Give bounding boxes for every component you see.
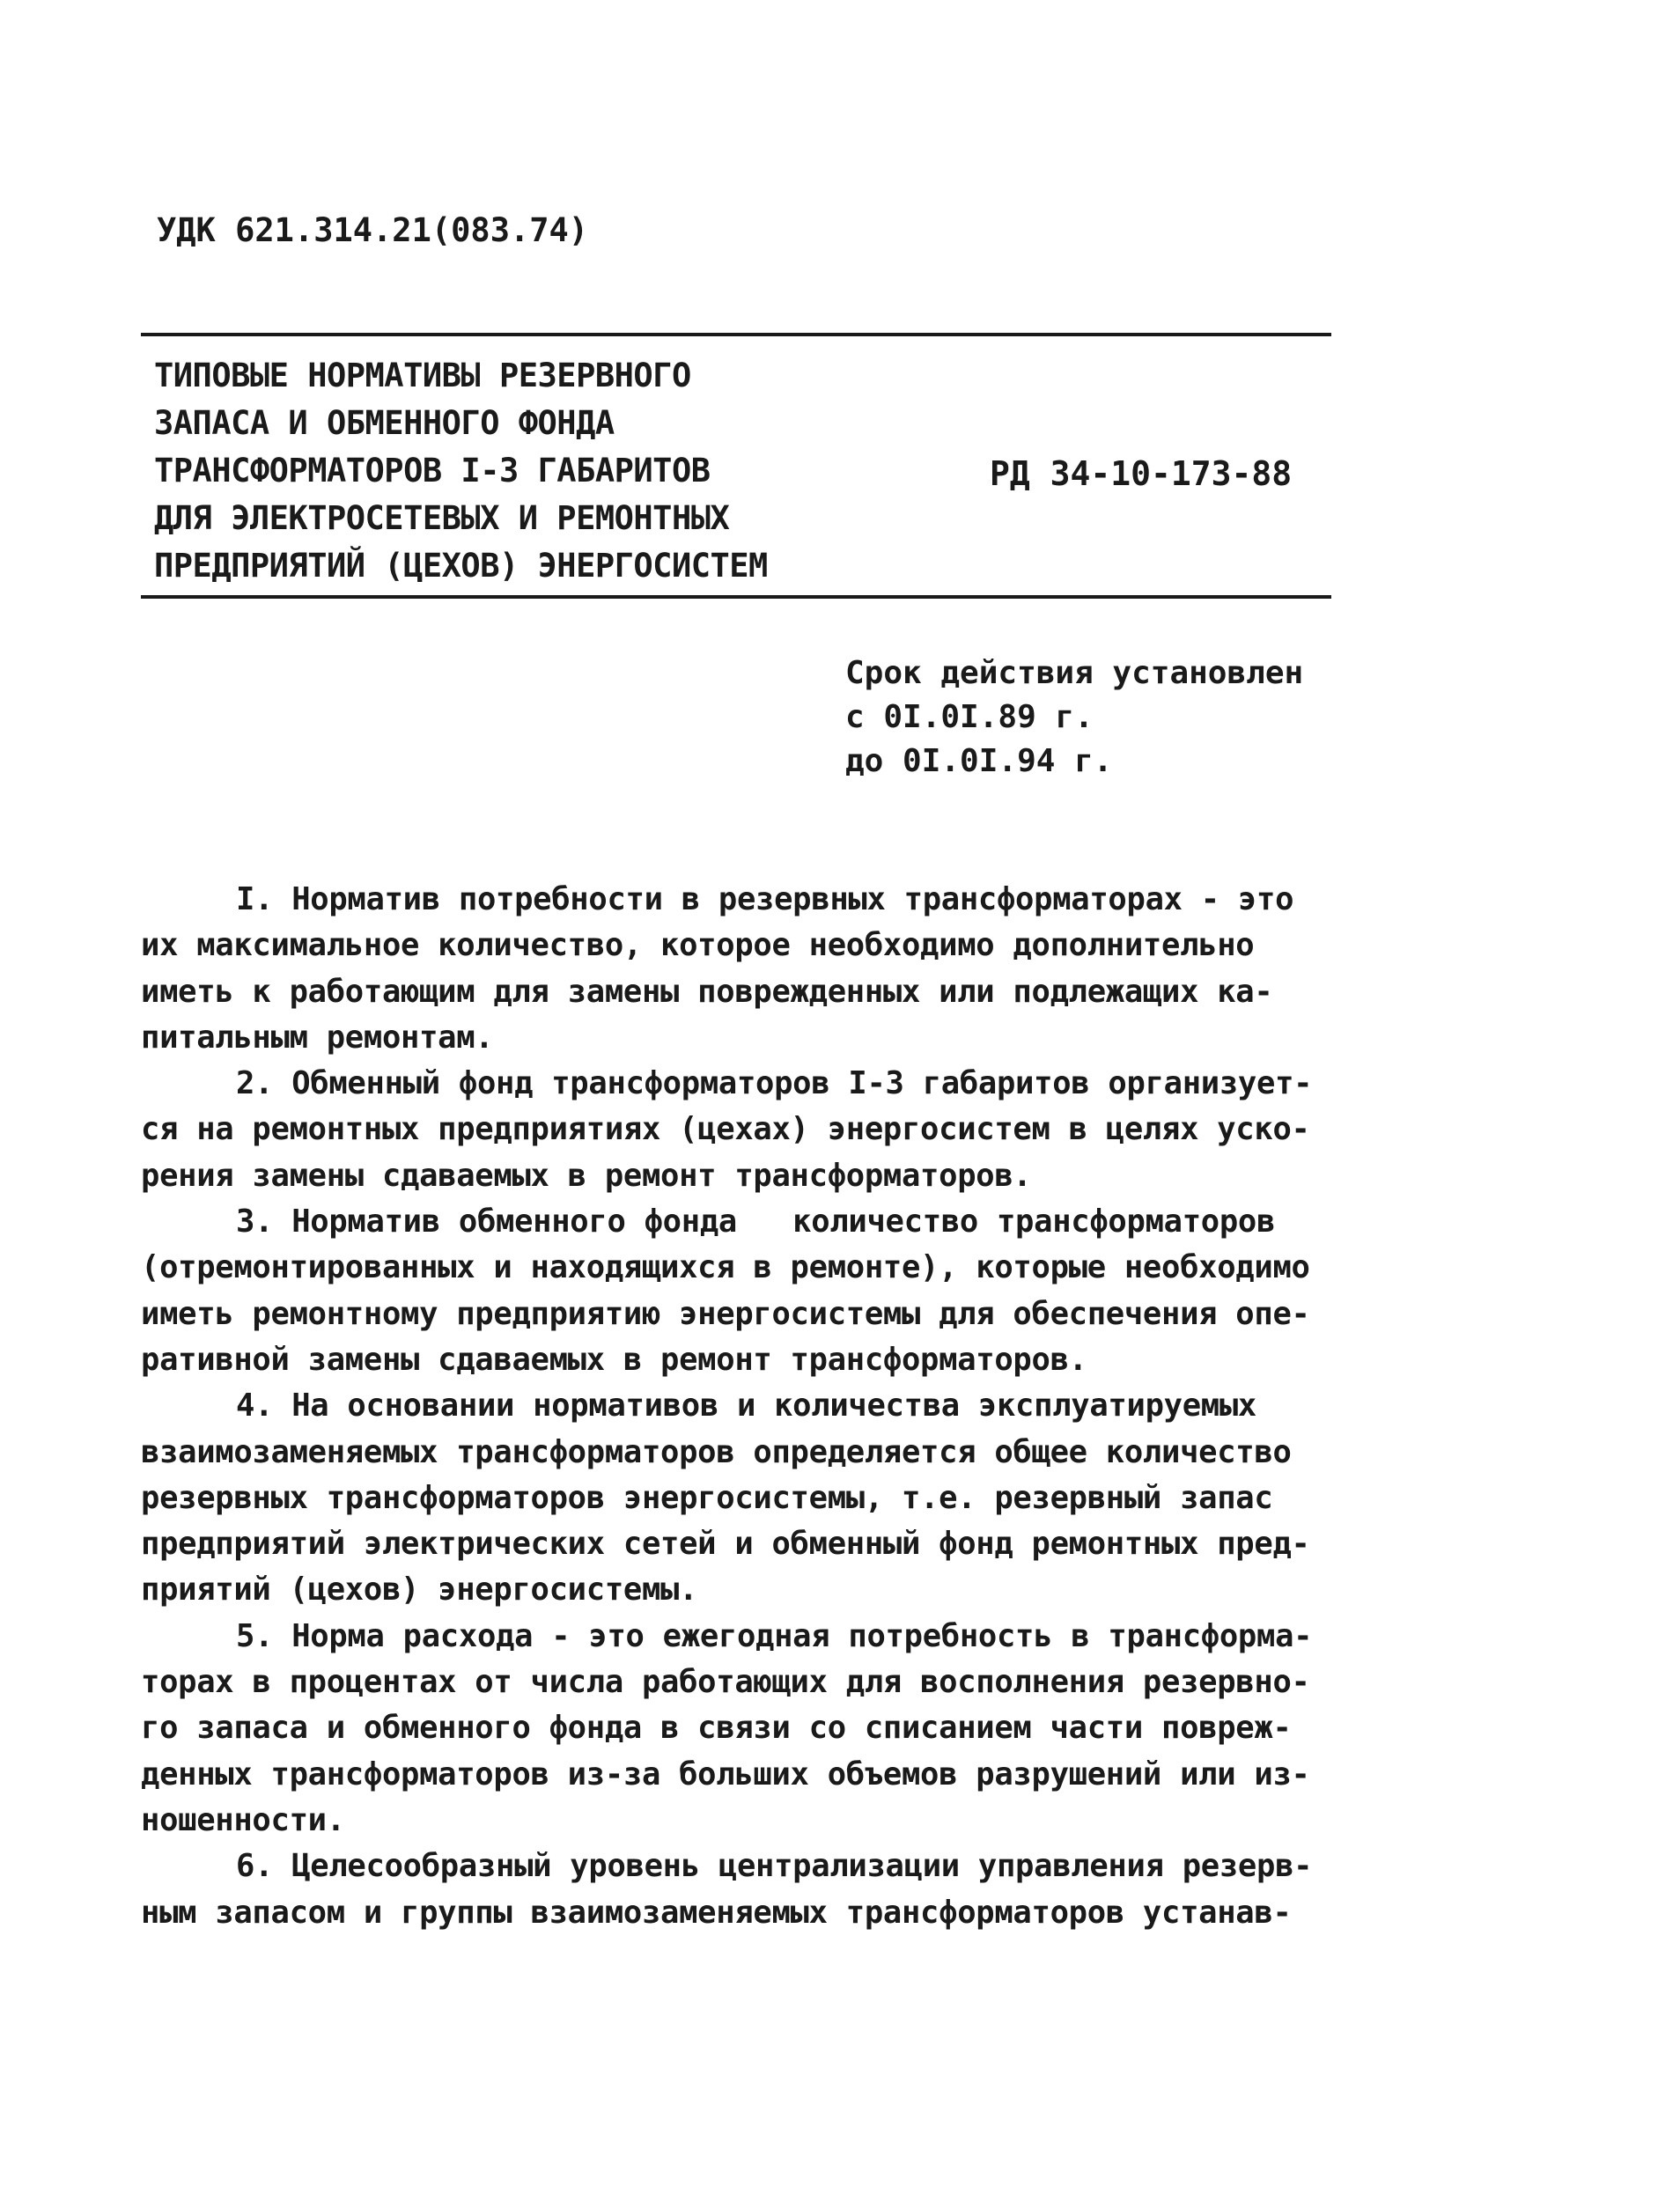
validity-line: с 0I.0I.89 г. (845, 699, 1094, 735)
validity-line: Срок действия установлен (845, 655, 1304, 691)
title-line: ПРЕДПРИЯТИЙ (ЦЕХОВ) ЭНЕРГОСИСТЕМ (154, 547, 768, 585)
body-text-line: 3. Норматив обменного фонда количество трансформаторов (236, 1204, 1276, 1240)
body-text-line: рения замены сдаваемых в ремонт трансформаторов. (141, 1157, 1032, 1194)
validity-line: до 0I.0I.94 г. (845, 743, 1113, 779)
body-text-line: предприятий электрических сетей и обменный фонд ремонтных пред- (141, 1526, 1310, 1563)
title-line: ТРАНСФОРМАТОРОВ I-3 ГАБАРИТОВ (154, 452, 711, 490)
body-text-line: ся на ремонтных предприятиях (цехах) энергосистем в целях уско- (141, 1111, 1310, 1148)
body-text-line: взаимозаменяемых трансформаторов определяется общее количество (141, 1433, 1292, 1470)
body-text-line: резервных трансформаторов энергосистемы, т.е. резервный запас (141, 1479, 1273, 1516)
body-text-line: иметь к работающим для замены поврежденных или подлежащих ка- (141, 973, 1273, 1010)
document-title (154, 352, 876, 590)
body-text-line: I. Норматив потребности в резервных трансформаторах - это (236, 881, 1294, 917)
title-line: ЗАПАСА И ОБМЕННОГО ФОНДА (154, 404, 615, 442)
body-text-line: торах в процентах от числа работающих для восполнения резервно- (141, 1664, 1310, 1701)
body-text-line: приятий (цехов) энергосистемы. (141, 1572, 698, 1608)
body-text-line: 2. Обменный фонд трансформаторов I-3 габаритов организует- (236, 1065, 1313, 1102)
udk-code: УДК 621.314.21(083.74) (157, 211, 589, 249)
validity-period (845, 651, 1303, 784)
body-text-line: иметь ремонтному предприятию энергосистемы для обеспечения опе- (141, 1295, 1310, 1332)
document-code: РД 34-10-173-88 (990, 454, 1293, 493)
body-text-line: питальным ремонтам. (141, 1019, 494, 1056)
title-line: ДЛЯ ЭЛЕКТРОСЕТЕВЫХ И РЕМОНТНЫХ (154, 499, 730, 537)
body-text-line: ным запасом и группы взаимозаменяемых трансформаторов устанав- (141, 1894, 1292, 1931)
body-text-line: ративной замены сдаваемых в ремонт трансформаторов. (141, 1341, 1087, 1378)
body-text-line: (отремонтированных и находящихся в ремонте), которые необходимо (141, 1249, 1310, 1286)
body-text-line: ношенности. (141, 1801, 345, 1838)
title-line: ТИПОВЫЕ НОРМАТИВЫ РЕЗЕРВНОГО (154, 357, 691, 394)
body-text-line: денных трансформаторов из-за больших объемов разрушений или из- (141, 1756, 1310, 1792)
body-text-line: 6. Целесообразный уровень централизации управления резерв- (236, 1848, 1313, 1885)
title-bottom-rule (141, 595, 1331, 599)
body-text-line: 4. На основании нормативов и количества эксплуатируемых (236, 1388, 1257, 1424)
body-text-line: го запаса и обменного фонда в связи со списанием части повреж- (141, 1710, 1292, 1747)
body-text (141, 877, 1338, 1936)
body-text-line: 5. Норма расхода - это ежегодная потребность в трансформа- (236, 1617, 1313, 1654)
title-top-rule (141, 333, 1331, 336)
body-text-line: их максимальное количество, которое необходимо дополнительно (141, 927, 1255, 964)
